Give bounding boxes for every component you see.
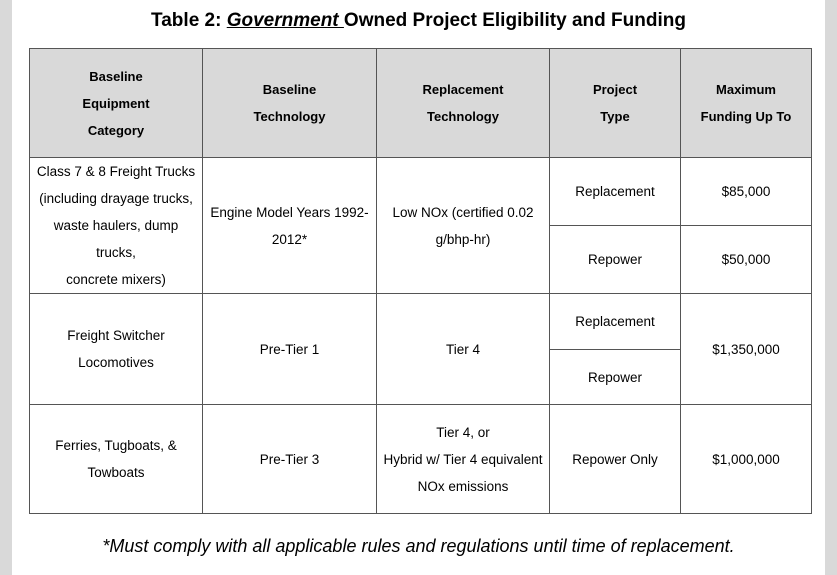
- cell-text: g/bhp-hr): [435, 231, 491, 247]
- cell-replacement-locomotives: Tier 4: [377, 294, 550, 405]
- cell-type-trucks-replacement: Replacement: [550, 158, 681, 226]
- cell-text: Low NOx (certified 0.02: [392, 204, 534, 220]
- cell-funding-trucks-replacement: $85,000: [681, 158, 812, 226]
- cell-text: Tier 4, or: [436, 424, 490, 440]
- table-row: [30, 158, 812, 226]
- header-project-type: [550, 49, 681, 158]
- cell-baseline-trucks: [203, 158, 377, 294]
- cell-type-trucks-repower: Repower: [550, 226, 681, 294]
- header-text: Replacement: [422, 82, 504, 97]
- table-row: [30, 294, 812, 350]
- title-emphasis: Government: [226, 10, 344, 31]
- table-title: [12, 10, 825, 32]
- header-text: Equipment: [82, 95, 150, 111]
- cell-replacement-trucks: [377, 158, 550, 294]
- cell-text: 2012*: [271, 231, 308, 247]
- footnote: *Must comply with all applicable rules and regulations until time of replacement.: [102, 536, 735, 556]
- header-replacement-technology: [377, 49, 550, 158]
- cell-text: Freight Switcher: [67, 328, 165, 343]
- cell-baseline-ferries: Pre-Tier 3: [203, 405, 377, 514]
- cell-funding-trucks-repower: $50,000: [681, 226, 812, 294]
- header-equipment-category: [30, 49, 203, 158]
- header-text: Technology: [253, 109, 326, 124]
- cell-text: Ferries, Tugboats, &: [55, 438, 177, 453]
- header-text: Maximum: [716, 82, 776, 97]
- table-row: [30, 405, 812, 514]
- title-prefix: Table 2:: [151, 10, 227, 31]
- header-text: Project: [592, 82, 638, 97]
- cell-replacement-ferries: [377, 405, 550, 514]
- cell-text: Towboats: [87, 465, 145, 480]
- cell-text: NOx emissions: [417, 478, 509, 494]
- eligibility-table: [29, 48, 812, 514]
- cell-category-trucks: [30, 158, 203, 294]
- cell-text: Class 7 & 8 Freight Trucks: [36, 164, 196, 179]
- cell-category-ferries: [30, 405, 203, 514]
- cell-type-locomotives-replacement: Replacement: [550, 294, 681, 350]
- cell-text: (including drayage trucks,: [39, 191, 193, 206]
- header-text: Funding Up To: [700, 109, 792, 124]
- header-row: [30, 49, 812, 158]
- cell-text: Hybrid w/ Tier 4 equivalent: [383, 451, 543, 467]
- cell-text: concrete mixers): [66, 272, 166, 287]
- cell-funding-locomotives: $1,350,000: [681, 294, 812, 405]
- title-suffix: Owned Project Eligibility and Funding: [343, 10, 686, 31]
- header-baseline-technology: [203, 49, 377, 158]
- cell-baseline-locomotives: Pre-Tier 1: [203, 294, 377, 405]
- header-text: Category: [87, 122, 145, 138]
- cell-type-ferries: Repower Only: [550, 405, 681, 514]
- cell-type-locomotives-repower: Repower: [550, 350, 681, 405]
- header-text: Baseline: [89, 68, 143, 84]
- cell-funding-ferries: $1,000,000: [681, 405, 812, 514]
- cell-text: waste haulers, dump trucks,: [53, 218, 179, 260]
- header-maximum-funding: [681, 49, 812, 158]
- document-page: [12, 0, 825, 575]
- header-text: Type: [600, 109, 630, 124]
- header-text: Baseline: [262, 82, 317, 97]
- header-text: Technology: [427, 109, 499, 124]
- cell-text: Engine Model Years 1992-: [210, 204, 369, 220]
- cell-text: Locomotives: [78, 355, 154, 370]
- cell-category-locomotives: [30, 294, 203, 405]
